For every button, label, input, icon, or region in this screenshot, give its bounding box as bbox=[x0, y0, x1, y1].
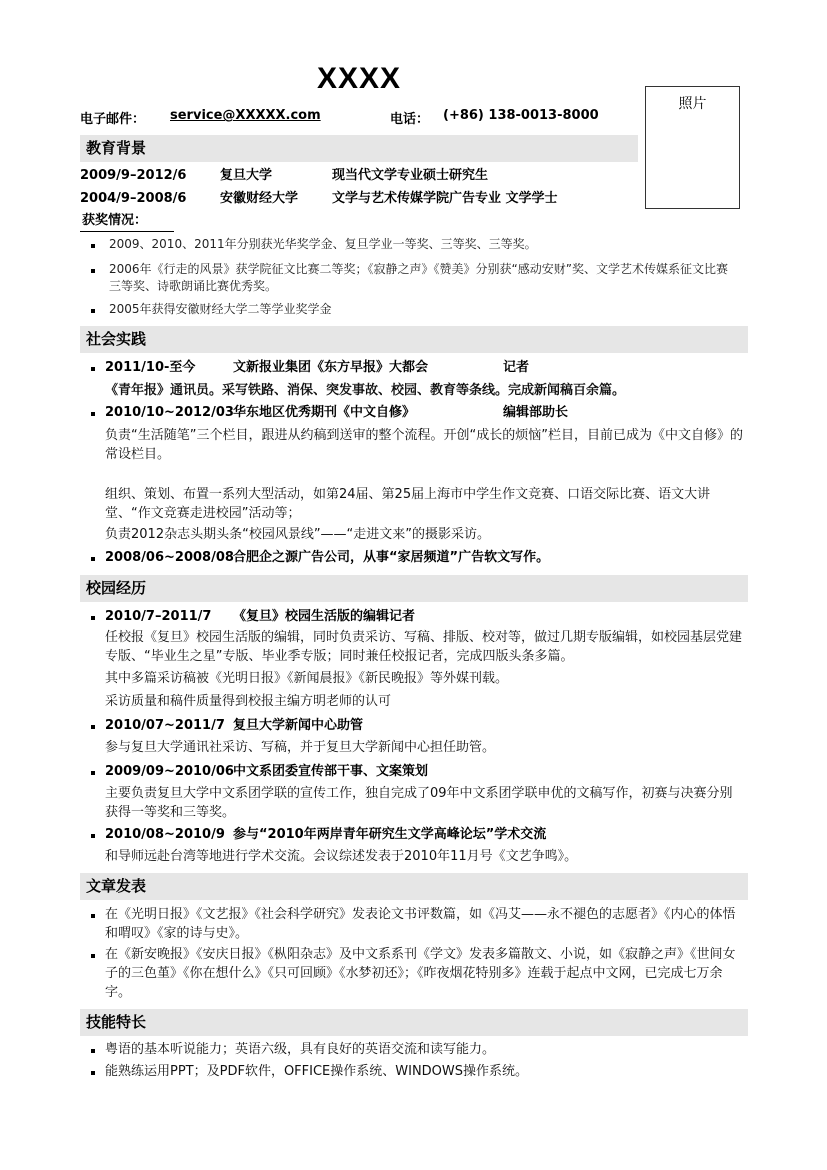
practice-line: 组织、策划、布置一系列大型活动，如第24届、第25届上海市中学生作文竞赛、口语交际比赛、语文大讲堂、“作文竞赛走进校园”活动等； bbox=[105, 487, 711, 521]
section-practice-title: 社会实践 bbox=[80, 326, 748, 353]
practice-line: 负责“生活随笔”三个栏目，跟进从约稿到送审的整个流程。开创“成长的烦恼”栏目，目前已成为《中文自修》的常设栏目。 bbox=[105, 428, 743, 462]
photo-placeholder: 照片 bbox=[645, 86, 740, 209]
campus-line: 主要负责复旦大学中文系团学联的宣传工作，独自完成了09年中文系团学联申优的文稿写作，初赛与决赛分别获得一等奖和三等奖。 bbox=[105, 786, 733, 820]
campus-date: 2009/09~2010/06 bbox=[105, 764, 234, 779]
section-education-title: 教育背景 bbox=[80, 135, 638, 162]
education-date: 2004/9–2008/6 bbox=[80, 191, 187, 206]
phone-label: 电话： bbox=[390, 112, 430, 127]
practice-date: 2010/10~2012/03 bbox=[105, 405, 234, 420]
campus-line: 和导师远赴台湾等地进行学术交流。会议综述发表于2010年11月号《文艺争鸣》。 bbox=[105, 849, 578, 864]
campus-line: 任校报《复旦》校园生活版的编辑，同时负责采访、写稿、排版、校对等，做过几期专版编辑，如校园基层党建专版、“毕业生之星”专版、毕业季专版；同时兼任校报记者，完成四版头条多篇。 bbox=[105, 630, 743, 664]
campus-line: 参与复旦大学通讯社采访、写稿，并于复旦大学新闻中心担任助管。 bbox=[105, 740, 496, 755]
phone-value: (+86) 138-0013-8000 bbox=[443, 108, 599, 123]
campus-date: 2010/08~2010/9 bbox=[105, 827, 225, 842]
bullet bbox=[91, 269, 95, 273]
awards-underline bbox=[80, 231, 174, 232]
practice-line: 《青年报》通讯员。采写铁路、消保、突发事故、校园、教育等条线。完成新闻稿百余篇。 bbox=[105, 383, 626, 398]
education-major: 文学与艺术传媒学院广告专业 文学学士 bbox=[332, 191, 558, 206]
bullet bbox=[91, 557, 95, 561]
campus-org: 参与“2010年两岸青年研究生文学高峰论坛”学术交流 bbox=[233, 827, 547, 842]
section-skills-title: 技能特长 bbox=[80, 1009, 748, 1036]
practice-org: 华东地区优秀期刊《中文自修》 bbox=[233, 405, 416, 420]
practice-date: 2008/06~2008/08 bbox=[105, 550, 234, 565]
education-school: 安徽财经大学 bbox=[220, 191, 299, 206]
bullet bbox=[91, 367, 95, 371]
campus-line: 采访质量和稿件质量得到校报主编方明老师的认可 bbox=[105, 694, 392, 709]
award-item: 2005年获得安徽财经大学二等学业奖学金 bbox=[109, 302, 332, 316]
campus-date: 2010/07~2011/7 bbox=[105, 718, 225, 733]
email-label: 电子邮件： bbox=[80, 112, 146, 127]
campus-org: 中文系团委宣传部干事、文案策划 bbox=[233, 764, 429, 779]
section-campus-title: 校园经历 bbox=[80, 575, 748, 602]
email-link[interactable]: service@XXXXX.com bbox=[170, 108, 321, 123]
article-item: 在《新安晚报》《安庆日报》《枞阳杂志》及中文系系刊《学文》发表多篇散文、小说，如《寂静之声》《世间女子的三色堇》《你在想什么》《只可回顾》《水梦初还》；《昨夜烟花特别多》连载于起点中文网，已完成七万余字。 bbox=[105, 947, 736, 1000]
candidate-name: XXXX bbox=[316, 62, 402, 95]
bullet bbox=[91, 244, 95, 248]
bullet bbox=[91, 771, 95, 775]
bullet bbox=[91, 954, 95, 958]
skill-item: 粤语的基本听说能力；英语六级，具有良好的英语交流和读写能力。 bbox=[105, 1042, 496, 1057]
education-school: 复旦大学 bbox=[220, 168, 273, 183]
practice-org: 合肥企之源广告公司，从事“家居频道”广告软文写作。 bbox=[233, 550, 550, 565]
skill-item: 能熟练运用PPT；及PDF软件，OFFICE操作系统、WINDOWS操作系统。 bbox=[105, 1064, 529, 1079]
award-item: 2006年《行走的风景》获学院征文比赛二等奖；《寂静之声》《赞美》分别获“感动安财”奖、文学艺术传媒系征文比赛三等奖、诗歌朗诵比赛优秀奖。 bbox=[109, 262, 728, 293]
practice-org: 文新报业集团《东方早报》大都会 bbox=[233, 360, 429, 375]
bullet bbox=[91, 412, 95, 416]
bullet bbox=[91, 725, 95, 729]
award-item: 2009、2010、2011年分别获光华奖学金、复旦学业一等奖、三等奖、三等奖。 bbox=[109, 237, 537, 251]
practice-date: 2011/10-至今 bbox=[105, 360, 196, 375]
practice-line: 负责2012杂志头期头条“校园风景线”——“走进文来”的摄影采访。 bbox=[105, 527, 491, 542]
bullet bbox=[91, 834, 95, 838]
bullet bbox=[91, 1071, 95, 1075]
bullet bbox=[91, 1049, 95, 1053]
awards-title: 获奖情况： bbox=[82, 213, 148, 228]
practice-role: 记者 bbox=[503, 360, 530, 375]
bullet bbox=[91, 914, 95, 918]
campus-org: 《复旦》校园生活版的编辑记者 bbox=[233, 609, 416, 624]
bullet bbox=[91, 309, 95, 313]
section-articles-title: 文章发表 bbox=[80, 873, 748, 900]
education-date: 2009/9–2012/6 bbox=[80, 168, 187, 183]
practice-role: 编辑部助长 bbox=[503, 405, 569, 420]
campus-date: 2010/7–2011/7 bbox=[105, 609, 212, 624]
campus-line: 其中多篇采访稿被《光明日报》《新闻晨报》《新民晚报》等外媒刊载。 bbox=[105, 671, 509, 686]
campus-org: 复旦大学新闻中心助管 bbox=[233, 718, 364, 733]
article-item: 在《光明日报》《文艺报》《社会科学研究》发表论文书评数篇，如《冯艾——永不褪色的志愿者》《内心的体悟和喟叹》《家的诗与史》。 bbox=[105, 907, 736, 941]
education-major: 现当代文学专业硕士研究生 bbox=[332, 168, 489, 183]
bullet bbox=[91, 616, 95, 620]
